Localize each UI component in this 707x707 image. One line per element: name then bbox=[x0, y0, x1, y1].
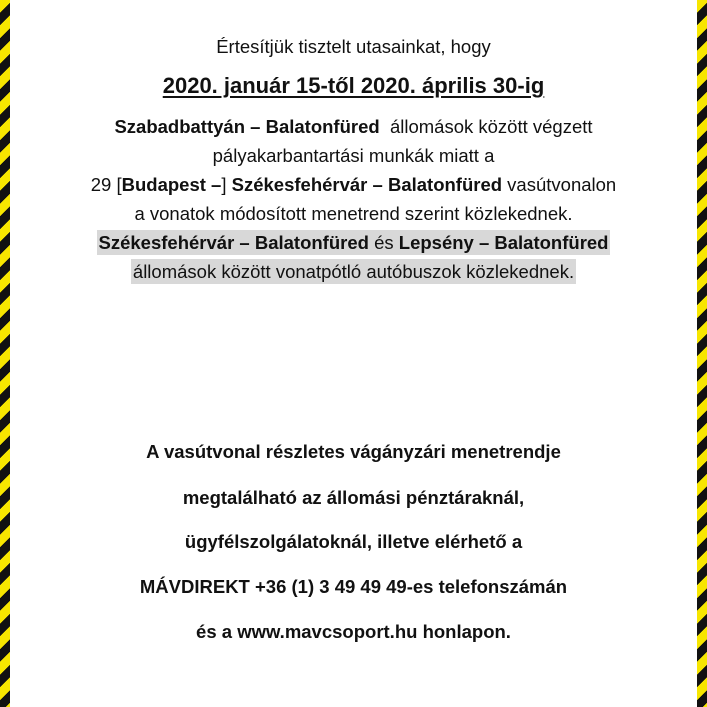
left-hazard-stripe bbox=[0, 0, 10, 707]
notice-line-8 bbox=[0, 261, 707, 283]
bus-route-1: Székesfehérvár – Balatonfüred bbox=[98, 232, 369, 253]
bus-route-2: Lepsény – Balatonfüred bbox=[398, 232, 609, 253]
footer-line-1: A vasútvonal részletes vágányzári menetrendje bbox=[146, 441, 561, 462]
footer-line-2: megtalálható az állomási pénztáraknál, bbox=[182, 487, 525, 508]
line3-rest: állomások között végzett bbox=[379, 116, 593, 137]
bus-replacement-highlight: állomások között vonatpótló autóbuszok közlekednek. bbox=[132, 261, 575, 282]
bracket-close: ] bbox=[221, 174, 232, 195]
footer-website-line: és a www.mavcsoport.hu honlapon. bbox=[196, 621, 511, 642]
stations-section: Szabadbattyán – Balatonfüred bbox=[114, 116, 380, 137]
date-range-text: 2020. január 15-től 2020. április 30-ig bbox=[162, 73, 545, 98]
right-hazard-stripe bbox=[697, 0, 707, 707]
line-number: 29 [ bbox=[90, 174, 122, 195]
date-range-heading bbox=[0, 73, 707, 99]
budapest-label: Budapest – bbox=[121, 174, 222, 195]
line5-rest: vasútvonalon bbox=[502, 174, 617, 195]
bus-routes-highlight bbox=[97, 230, 611, 255]
notice-line-6: a vonatok módosított menetrend szerint közlekednek. bbox=[134, 203, 573, 224]
footer-line-3: ügyfélszolgálatoknál, illetve elérhető a bbox=[184, 531, 523, 552]
notice-line-4: pályakarbantartási munkák miatt a bbox=[212, 145, 495, 166]
route-name: Székesfehérvár – Balatonfüred bbox=[231, 174, 503, 195]
notice-line-7 bbox=[0, 232, 707, 254]
footer-phone-line: MÁVDIREKT +36 (1) 3 49 49 49-es telefonszámán bbox=[139, 576, 568, 597]
and-text: és bbox=[368, 232, 399, 253]
notice-line-3 bbox=[0, 116, 707, 138]
notice-line-5 bbox=[0, 174, 707, 196]
intro-text: Értesítjük tisztelt utasainkat, hogy bbox=[216, 36, 491, 57]
